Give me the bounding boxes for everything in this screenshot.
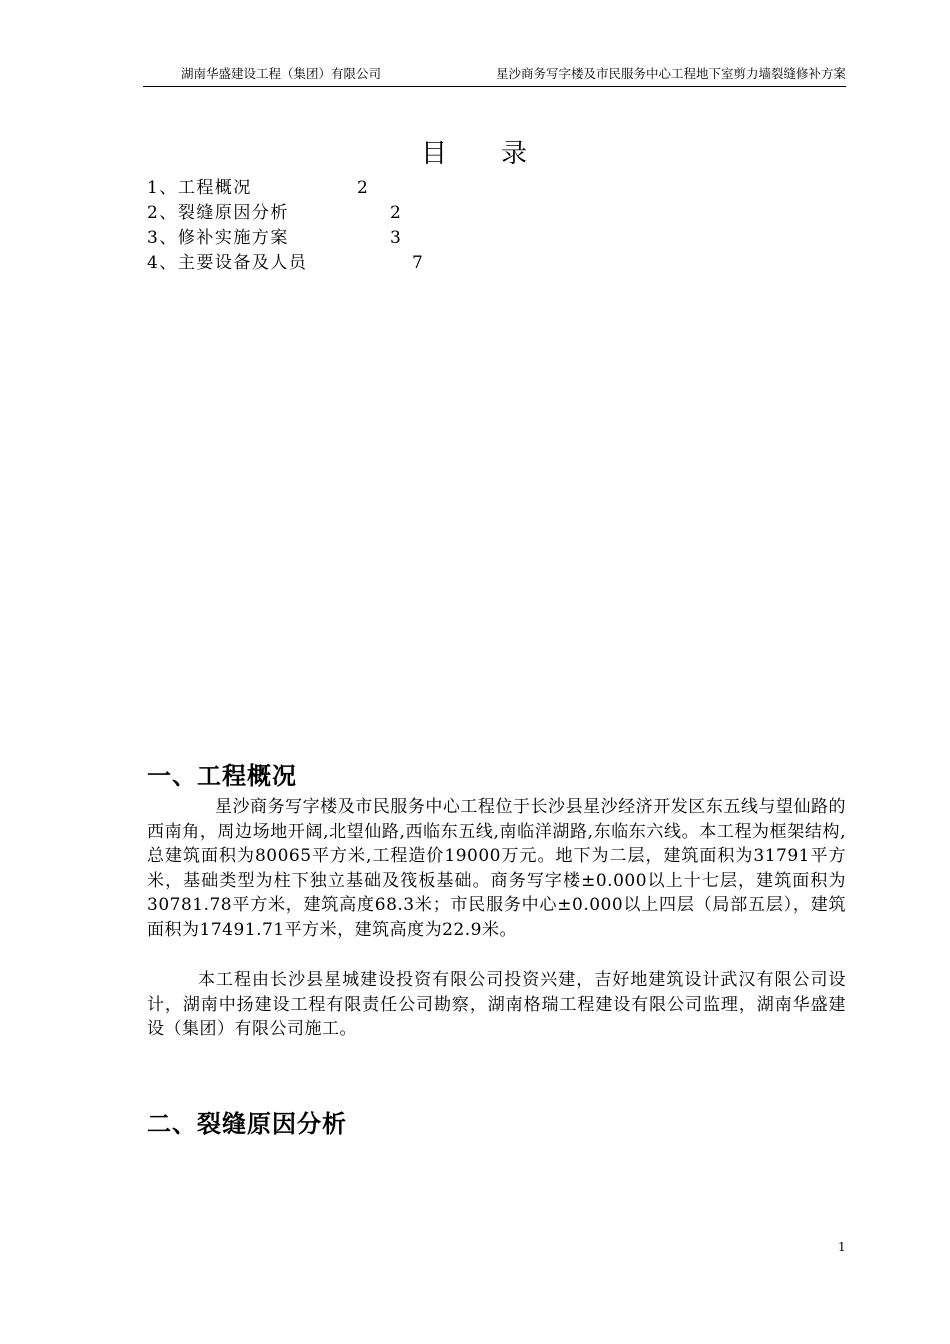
- overview-paragraph-1: 星沙商务写字楼及市民服务中心工程位于长沙县星沙经济开发区东五线与望仙路的西南角，周边场地开阔,北望仙路,西临东五线,南临洋湖路,东临东六线。本工程为框架结构,总建筑面积为80065平方米,工程造价19000万元。地下为二层，建筑面积为31791平方米，基础类型为柱下独立基础及筏板基础。商务写字楼±0.000以上十七层，建筑面积为30781.78平方米，建筑高度68.3米；市民服务中心±0.000以上四层（局部五层），建筑面积为17491.71平方米，建筑高度为22.9米。: [147, 797, 846, 940]
- toc-title: [0, 133, 950, 170]
- toc-item-page: 3: [390, 228, 403, 248]
- toc-item[interactable]: [147, 226, 403, 251]
- header-document-title: 星沙商务写字楼及市民服务中心工程地下室剪力墙裂缝修补方案: [495, 66, 846, 81]
- toc-item[interactable]: [147, 201, 403, 226]
- toc-title-right: 录: [501, 139, 530, 169]
- toc-item-page: 2: [390, 203, 403, 223]
- toc-item-page: 7: [412, 253, 425, 273]
- toc-item-label: 4、主要设备及人员: [147, 253, 308, 273]
- table-of-contents: [147, 176, 425, 276]
- toc-item-label: 3、修补实施方案: [147, 228, 289, 248]
- section-title-project-overview: 一、工程概况: [147, 762, 297, 790]
- section-title-crack-cause-analysis: 二、裂缝原因分析: [147, 1110, 347, 1138]
- toc-item[interactable]: [147, 251, 425, 276]
- toc-title-left: 目: [420, 139, 449, 169]
- header-company: 湖南华盛建设工程（集团）有限公司: [181, 66, 382, 81]
- toc-item-label: 2、裂缝原因分析: [147, 203, 289, 223]
- toc-item-page: 2: [357, 178, 370, 198]
- page-number: 1: [838, 1240, 846, 1254]
- overview-paragraph-2: 本工程由长沙县星城建设投资有限公司投资兴建，吉好地建筑设计武汉有限公司设计，湖南中扬建设工程有限责任公司勘察，湖南格瑞工程建设有限公司监理，湖南华盛建设（集团）有限公司施工。: [147, 970, 846, 1040]
- toc-item[interactable]: [147, 176, 370, 201]
- page-header: [143, 64, 846, 87]
- toc-item-label: 1、工程概况: [147, 178, 252, 198]
